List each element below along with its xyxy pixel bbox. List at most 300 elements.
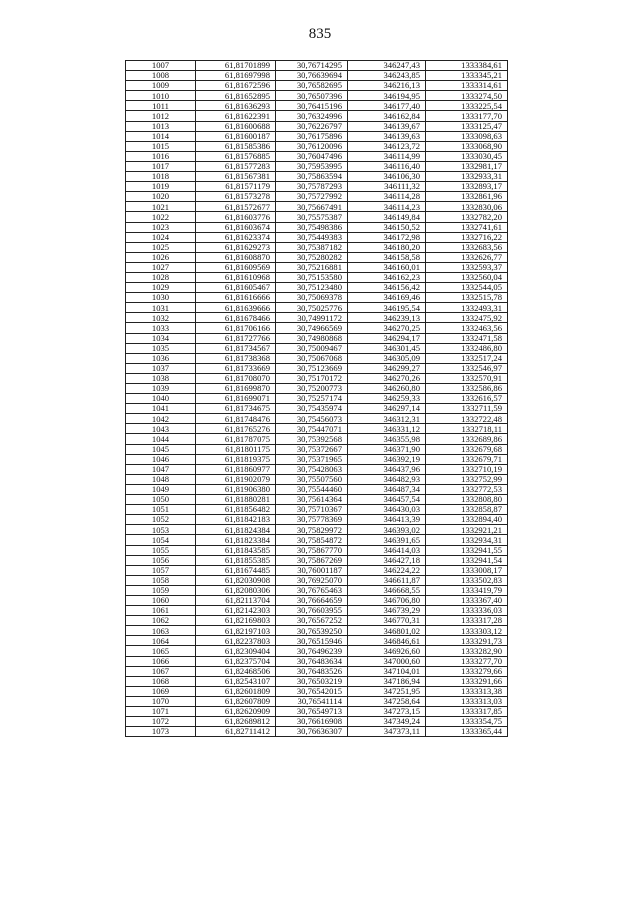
point-number-cell: 1066 — [126, 656, 196, 666]
x-coordinate-cell: 346224,22 — [348, 565, 426, 575]
point-number-cell: 1017 — [126, 161, 196, 171]
y-coordinate-cell: 1333354,75 — [426, 717, 508, 727]
longitude-cell: 30,76120096 — [276, 141, 348, 151]
point-number-cell: 1067 — [126, 666, 196, 676]
point-number-cell: 1038 — [126, 373, 196, 383]
y-coordinate-cell: 1332772,53 — [426, 484, 508, 494]
point-number-cell: 1023 — [126, 222, 196, 232]
table-row — [126, 707, 508, 717]
table-row — [126, 454, 508, 464]
longitude-cell: 30,75392568 — [276, 434, 348, 444]
latitude-cell: 61,82113704 — [196, 595, 276, 605]
table-row — [126, 61, 508, 71]
point-number-cell: 1026 — [126, 252, 196, 262]
point-number-cell: 1007 — [126, 61, 196, 71]
longitude-cell: 30,75854872 — [276, 535, 348, 545]
x-coordinate-cell: 346739,29 — [348, 606, 426, 616]
longitude-cell: 30,75200773 — [276, 384, 348, 394]
x-coordinate-cell: 346150,52 — [348, 222, 426, 232]
point-number-cell: 1011 — [126, 101, 196, 111]
latitude-cell: 61,81699870 — [196, 384, 276, 394]
point-number-cell: 1062 — [126, 616, 196, 626]
latitude-cell: 61,81708070 — [196, 373, 276, 383]
longitude-cell: 30,75123480 — [276, 283, 348, 293]
latitude-cell: 61,81855385 — [196, 555, 276, 565]
latitude-cell: 61,81699071 — [196, 394, 276, 404]
point-number-cell: 1058 — [126, 575, 196, 585]
y-coordinate-cell: 1332683,56 — [426, 242, 508, 252]
x-coordinate-cell: 346139,63 — [348, 131, 426, 141]
y-coordinate-cell: 1333313,03 — [426, 696, 508, 706]
latitude-cell: 61,81629273 — [196, 242, 276, 252]
y-coordinate-cell: 1332981,17 — [426, 161, 508, 171]
table-row — [126, 484, 508, 494]
table-row — [126, 121, 508, 131]
table-row — [126, 272, 508, 282]
point-number-cell: 1051 — [126, 505, 196, 515]
latitude-cell: 61,82711412 — [196, 727, 276, 737]
latitude-cell: 61,81856482 — [196, 505, 276, 515]
longitude-cell: 30,75447071 — [276, 424, 348, 434]
y-coordinate-cell: 1332586,86 — [426, 384, 508, 394]
x-coordinate-cell: 347000,60 — [348, 656, 426, 666]
x-coordinate-cell: 346413,39 — [348, 515, 426, 525]
x-coordinate-cell: 346371,90 — [348, 444, 426, 454]
latitude-cell: 61,81616666 — [196, 293, 276, 303]
longitude-cell: 30,75544460 — [276, 484, 348, 494]
x-coordinate-cell: 347186,94 — [348, 676, 426, 686]
longitude-cell: 30,75710367 — [276, 505, 348, 515]
longitude-cell: 30,75575387 — [276, 212, 348, 222]
longitude-cell: 30,75257174 — [276, 394, 348, 404]
latitude-cell: 61,81600688 — [196, 121, 276, 131]
table-row — [126, 717, 508, 727]
point-number-cell: 1029 — [126, 283, 196, 293]
x-coordinate-cell: 346487,34 — [348, 484, 426, 494]
x-coordinate-cell: 346169,46 — [348, 293, 426, 303]
table-row — [126, 575, 508, 585]
point-number-cell: 1068 — [126, 676, 196, 686]
table-row — [126, 182, 508, 192]
x-coordinate-cell: 346301,45 — [348, 343, 426, 353]
longitude-cell: 30,75280282 — [276, 252, 348, 262]
x-coordinate-cell: 346194,95 — [348, 91, 426, 101]
table-row — [126, 303, 508, 313]
point-number-cell: 1025 — [126, 242, 196, 252]
y-coordinate-cell: 1333291,66 — [426, 676, 508, 686]
table-row — [126, 434, 508, 444]
table-row — [126, 515, 508, 525]
y-coordinate-cell: 1333303,12 — [426, 626, 508, 636]
y-coordinate-cell: 1332861,96 — [426, 192, 508, 202]
point-number-cell: 1032 — [126, 313, 196, 323]
x-coordinate-cell: 346312,31 — [348, 414, 426, 424]
longitude-cell: 30,75123669 — [276, 363, 348, 373]
y-coordinate-cell: 1333008,17 — [426, 565, 508, 575]
point-number-cell: 1048 — [126, 474, 196, 484]
y-coordinate-cell: 1332722,48 — [426, 414, 508, 424]
x-coordinate-cell: 346114,99 — [348, 151, 426, 161]
y-coordinate-cell: 1332711,59 — [426, 404, 508, 414]
table-row — [126, 323, 508, 333]
table-row — [126, 565, 508, 575]
longitude-cell: 30,75614364 — [276, 495, 348, 505]
table-row — [126, 595, 508, 605]
point-number-cell: 1043 — [126, 424, 196, 434]
table-row — [126, 606, 508, 616]
longitude-cell: 30,75170172 — [276, 373, 348, 383]
longitude-cell: 30,75387182 — [276, 242, 348, 252]
x-coordinate-cell: 346123,72 — [348, 141, 426, 151]
latitude-cell: 61,81603776 — [196, 212, 276, 222]
latitude-cell: 61,81623374 — [196, 232, 276, 242]
table-row — [126, 626, 508, 636]
latitude-cell: 61,81610968 — [196, 272, 276, 282]
point-number-cell: 1055 — [126, 545, 196, 555]
x-coordinate-cell: 346195,54 — [348, 303, 426, 313]
table-row — [126, 656, 508, 666]
longitude-cell: 30,76765463 — [276, 585, 348, 595]
point-number-cell: 1035 — [126, 343, 196, 353]
table-row — [126, 262, 508, 272]
y-coordinate-cell: 1332546,97 — [426, 363, 508, 373]
longitude-cell: 30,75449383 — [276, 232, 348, 242]
longitude-cell: 30,76541114 — [276, 696, 348, 706]
latitude-cell: 61,81652895 — [196, 91, 276, 101]
y-coordinate-cell: 1333125,47 — [426, 121, 508, 131]
latitude-cell: 61,81706166 — [196, 323, 276, 333]
latitude-cell: 61,81733669 — [196, 363, 276, 373]
x-coordinate-cell: 346801,02 — [348, 626, 426, 636]
point-number-cell: 1010 — [126, 91, 196, 101]
longitude-cell: 30,76324996 — [276, 111, 348, 121]
longitude-cell: 30,76714295 — [276, 61, 348, 71]
y-coordinate-cell: 1332893,17 — [426, 182, 508, 192]
x-coordinate-cell: 346216,13 — [348, 81, 426, 91]
latitude-cell: 61,82080306 — [196, 585, 276, 595]
latitude-cell: 61,81787075 — [196, 434, 276, 444]
table-row — [126, 192, 508, 202]
table-row — [126, 495, 508, 505]
table-row — [126, 151, 508, 161]
point-number-cell: 1028 — [126, 272, 196, 282]
y-coordinate-cell: 1332593,37 — [426, 262, 508, 272]
longitude-cell: 30,75867770 — [276, 545, 348, 555]
point-number-cell: 1049 — [126, 484, 196, 494]
table-row — [126, 525, 508, 535]
x-coordinate-cell: 346270,26 — [348, 373, 426, 383]
latitude-cell: 61,81748476 — [196, 414, 276, 424]
x-coordinate-cell: 346158,58 — [348, 252, 426, 262]
table-row — [126, 252, 508, 262]
latitude-cell: 61,82601809 — [196, 686, 276, 696]
y-coordinate-cell: 1332679,71 — [426, 454, 508, 464]
y-coordinate-cell: 1332716,22 — [426, 232, 508, 242]
table-row — [126, 313, 508, 323]
latitude-cell: 61,81765276 — [196, 424, 276, 434]
latitude-cell: 61,81567381 — [196, 172, 276, 182]
table-row — [126, 222, 508, 232]
y-coordinate-cell: 1332858,87 — [426, 505, 508, 515]
longitude-cell: 30,76639694 — [276, 71, 348, 81]
longitude-cell: 30,76603955 — [276, 606, 348, 616]
latitude-cell: 61,82607809 — [196, 696, 276, 706]
table-row — [126, 212, 508, 222]
table-row — [126, 676, 508, 686]
x-coordinate-cell: 346162,23 — [348, 272, 426, 282]
table-row — [126, 474, 508, 484]
table-row — [126, 414, 508, 424]
x-coordinate-cell: 346106,30 — [348, 172, 426, 182]
longitude-cell: 30,75727992 — [276, 192, 348, 202]
point-number-cell: 1014 — [126, 131, 196, 141]
point-number-cell: 1045 — [126, 444, 196, 454]
x-coordinate-cell: 346297,14 — [348, 404, 426, 414]
table-row — [126, 111, 508, 121]
latitude-cell: 61,81734675 — [196, 404, 276, 414]
latitude-cell: 61,82375704 — [196, 656, 276, 666]
point-number-cell: 1020 — [126, 192, 196, 202]
x-coordinate-cell: 346260,80 — [348, 384, 426, 394]
longitude-cell: 30,74966569 — [276, 323, 348, 333]
x-coordinate-cell: 346437,96 — [348, 464, 426, 474]
latitude-cell: 61,81577283 — [196, 161, 276, 171]
table-row — [126, 172, 508, 182]
x-coordinate-cell: 347373,11 — [348, 727, 426, 737]
longitude-cell: 30,75953995 — [276, 161, 348, 171]
point-number-cell: 1070 — [126, 696, 196, 706]
point-number-cell: 1024 — [126, 232, 196, 242]
table-row — [126, 373, 508, 383]
point-number-cell: 1009 — [126, 81, 196, 91]
table-row — [126, 161, 508, 171]
point-number-cell: 1034 — [126, 333, 196, 343]
y-coordinate-cell: 1332933,31 — [426, 172, 508, 182]
table-row — [126, 464, 508, 474]
x-coordinate-cell: 346114,23 — [348, 202, 426, 212]
y-coordinate-cell: 1333419,79 — [426, 585, 508, 595]
y-coordinate-cell: 1332486,80 — [426, 343, 508, 353]
longitude-cell: 30,76636307 — [276, 727, 348, 737]
point-number-cell: 1036 — [126, 353, 196, 363]
x-coordinate-cell: 346770,31 — [348, 616, 426, 626]
latitude-cell: 61,82309404 — [196, 646, 276, 656]
longitude-cell: 30,76483526 — [276, 666, 348, 676]
table-row — [126, 283, 508, 293]
latitude-cell: 61,82689812 — [196, 717, 276, 727]
latitude-cell: 61,81824384 — [196, 525, 276, 535]
longitude-cell: 30,76542015 — [276, 686, 348, 696]
y-coordinate-cell: 1333177,70 — [426, 111, 508, 121]
point-number-cell: 1063 — [126, 626, 196, 636]
x-coordinate-cell: 346305,09 — [348, 353, 426, 363]
longitude-cell: 30,75069378 — [276, 293, 348, 303]
longitude-cell: 30,76582695 — [276, 81, 348, 91]
latitude-cell: 61,81585386 — [196, 141, 276, 151]
x-coordinate-cell: 346156,42 — [348, 283, 426, 293]
x-coordinate-cell: 346177,40 — [348, 101, 426, 111]
table-row — [126, 91, 508, 101]
y-coordinate-cell: 1332894,40 — [426, 515, 508, 525]
table-row — [126, 394, 508, 404]
longitude-cell: 30,75371965 — [276, 454, 348, 464]
table-row — [126, 696, 508, 706]
longitude-cell: 30,75778369 — [276, 515, 348, 525]
latitude-cell: 61,81819375 — [196, 454, 276, 464]
coordinates-table-body — [126, 61, 508, 737]
point-number-cell: 1059 — [126, 585, 196, 595]
point-number-cell: 1046 — [126, 454, 196, 464]
table-row — [126, 404, 508, 414]
point-number-cell: 1031 — [126, 303, 196, 313]
latitude-cell: 61,82620909 — [196, 707, 276, 717]
longitude-cell: 30,75456073 — [276, 414, 348, 424]
point-number-cell: 1027 — [126, 262, 196, 272]
point-number-cell: 1050 — [126, 495, 196, 505]
latitude-cell: 61,81697998 — [196, 71, 276, 81]
latitude-cell: 61,81674485 — [196, 565, 276, 575]
x-coordinate-cell: 346427,18 — [348, 555, 426, 565]
table-row — [126, 293, 508, 303]
table-row — [126, 585, 508, 595]
latitude-cell: 61,81738368 — [196, 353, 276, 363]
x-coordinate-cell: 346116,40 — [348, 161, 426, 171]
latitude-cell: 61,82169803 — [196, 616, 276, 626]
table-row — [126, 202, 508, 212]
x-coordinate-cell: 346299,27 — [348, 363, 426, 373]
x-coordinate-cell: 346114,28 — [348, 192, 426, 202]
latitude-cell: 61,81823384 — [196, 535, 276, 545]
point-number-cell: 1047 — [126, 464, 196, 474]
point-number-cell: 1018 — [126, 172, 196, 182]
latitude-cell: 61,81636293 — [196, 101, 276, 111]
x-coordinate-cell: 346247,43 — [348, 61, 426, 71]
x-coordinate-cell: 346270,25 — [348, 323, 426, 333]
longitude-cell: 30,76001187 — [276, 565, 348, 575]
latitude-cell: 61,82030908 — [196, 575, 276, 585]
table-row — [126, 363, 508, 373]
x-coordinate-cell: 346294,17 — [348, 333, 426, 343]
table-row — [126, 81, 508, 91]
latitude-cell: 61,81902079 — [196, 474, 276, 484]
latitude-cell: 61,82237803 — [196, 636, 276, 646]
table-row — [126, 686, 508, 696]
latitude-cell: 61,81603674 — [196, 222, 276, 232]
x-coordinate-cell: 346926,60 — [348, 646, 426, 656]
point-number-cell: 1008 — [126, 71, 196, 81]
x-coordinate-cell: 347251,95 — [348, 686, 426, 696]
latitude-cell: 61,81605467 — [196, 283, 276, 293]
x-coordinate-cell: 346392,19 — [348, 454, 426, 464]
table-row — [126, 545, 508, 555]
longitude-cell: 30,75216881 — [276, 262, 348, 272]
table-row — [126, 616, 508, 626]
y-coordinate-cell: 1332741,61 — [426, 222, 508, 232]
point-number-cell: 1057 — [126, 565, 196, 575]
point-number-cell: 1022 — [126, 212, 196, 222]
longitude-cell: 30,75867269 — [276, 555, 348, 565]
point-number-cell: 1073 — [126, 727, 196, 737]
y-coordinate-cell: 1333365,44 — [426, 727, 508, 737]
latitude-cell: 61,81608870 — [196, 252, 276, 262]
y-coordinate-cell: 1332463,56 — [426, 323, 508, 333]
y-coordinate-cell: 1333291,73 — [426, 636, 508, 646]
y-coordinate-cell: 1333317,85 — [426, 707, 508, 717]
y-coordinate-cell: 1332934,31 — [426, 535, 508, 545]
table-row — [126, 343, 508, 353]
point-number-cell: 1060 — [126, 595, 196, 605]
point-number-cell: 1042 — [126, 414, 196, 424]
x-coordinate-cell: 346162,84 — [348, 111, 426, 121]
latitude-cell: 61,81572677 — [196, 202, 276, 212]
x-coordinate-cell: 346391,65 — [348, 535, 426, 545]
y-coordinate-cell: 1333274,50 — [426, 91, 508, 101]
latitude-cell: 61,81727766 — [196, 333, 276, 343]
x-coordinate-cell: 347349,24 — [348, 717, 426, 727]
y-coordinate-cell: 1332471,58 — [426, 333, 508, 343]
y-coordinate-cell: 1333225,54 — [426, 101, 508, 111]
point-number-cell: 1054 — [126, 535, 196, 545]
x-coordinate-cell: 346668,55 — [348, 585, 426, 595]
point-number-cell: 1071 — [126, 707, 196, 717]
point-number-cell: 1053 — [126, 525, 196, 535]
y-coordinate-cell: 1332560,04 — [426, 272, 508, 282]
y-coordinate-cell: 1332808,80 — [426, 495, 508, 505]
point-number-cell: 1040 — [126, 394, 196, 404]
latitude-cell: 61,81573278 — [196, 192, 276, 202]
longitude-cell: 30,76539250 — [276, 626, 348, 636]
longitude-cell: 30,76496239 — [276, 646, 348, 656]
longitude-cell: 30,76175896 — [276, 131, 348, 141]
point-number-cell: 1052 — [126, 515, 196, 525]
longitude-cell: 30,75153580 — [276, 272, 348, 282]
latitude-cell: 61,82142303 — [196, 606, 276, 616]
latitude-cell: 61,81609569 — [196, 262, 276, 272]
y-coordinate-cell: 1332475,92 — [426, 313, 508, 323]
latitude-cell: 61,81880281 — [196, 495, 276, 505]
table-row — [126, 444, 508, 454]
point-number-cell: 1015 — [126, 141, 196, 151]
longitude-cell: 30,76226797 — [276, 121, 348, 131]
y-coordinate-cell: 1332616,57 — [426, 394, 508, 404]
longitude-cell: 30,75507560 — [276, 474, 348, 484]
longitude-cell: 30,76503219 — [276, 676, 348, 686]
longitude-cell: 30,76549713 — [276, 707, 348, 717]
y-coordinate-cell: 1332515,78 — [426, 293, 508, 303]
longitude-cell: 30,75428063 — [276, 464, 348, 474]
y-coordinate-cell: 1332941,54 — [426, 555, 508, 565]
point-number-cell: 1056 — [126, 555, 196, 565]
longitude-cell: 30,74980868 — [276, 333, 348, 343]
longitude-cell: 30,75067068 — [276, 353, 348, 363]
longitude-cell: 30,75667491 — [276, 202, 348, 212]
longitude-cell: 30,75025776 — [276, 303, 348, 313]
y-coordinate-cell: 1333314,61 — [426, 81, 508, 91]
latitude-cell: 61,81622391 — [196, 111, 276, 121]
table-row — [126, 505, 508, 515]
x-coordinate-cell: 347258,64 — [348, 696, 426, 706]
y-coordinate-cell: 1333367,40 — [426, 595, 508, 605]
longitude-cell: 30,76925070 — [276, 575, 348, 585]
longitude-cell: 30,76415196 — [276, 101, 348, 111]
y-coordinate-cell: 1333502,83 — [426, 575, 508, 585]
table-row — [126, 636, 508, 646]
x-coordinate-cell: 346180,20 — [348, 242, 426, 252]
x-coordinate-cell: 346111,32 — [348, 182, 426, 192]
coordinates-table — [125, 60, 508, 737]
y-coordinate-cell: 1333384,61 — [426, 61, 508, 71]
longitude-cell: 30,76047496 — [276, 151, 348, 161]
